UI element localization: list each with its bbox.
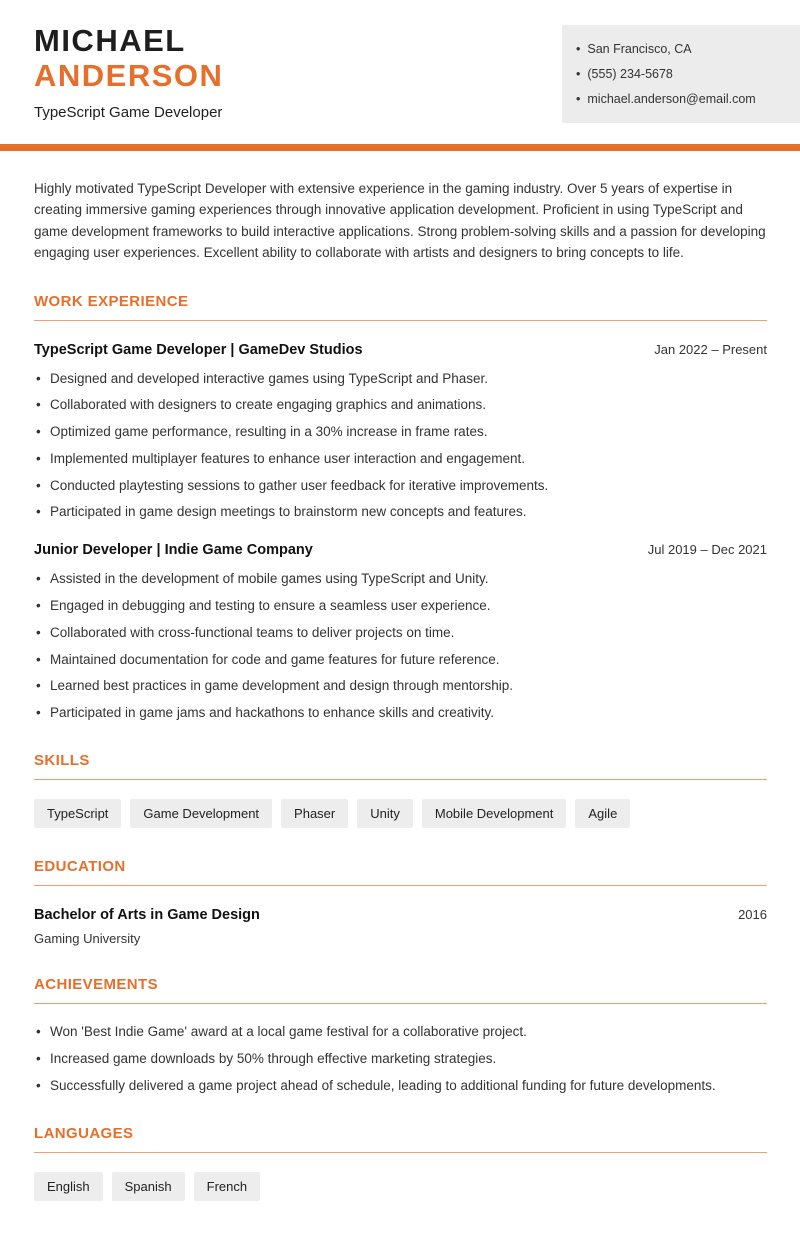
- achievements-bullet-list: [34, 1023, 767, 1095]
- skill-chip: Mobile Development: [422, 799, 567, 828]
- achievement-bullet: • Won 'Best Indie Game' award at a local game festival for a collaborative project.: [34, 1023, 767, 1041]
- job-bullet: • Designed and developed interactive games using TypeScript and Phaser.: [34, 370, 767, 388]
- job-bullet: • Collaborated with designers to create engaging graphics and animations.: [34, 396, 767, 414]
- contact-email: [576, 87, 786, 112]
- contact-box: [562, 25, 800, 123]
- bullet-icon: •: [576, 66, 581, 81]
- bullet-icon: •: [576, 41, 581, 56]
- job-bullet: • Conducted playtesting sessions to gather user feedback for iterative improvements.: [34, 477, 767, 495]
- job-bullet: • Participated in game design meetings to brainstorm new concepts and features.: [34, 503, 767, 521]
- job-bullet: • Collaborated with cross-functional teams to deliver projects on time.: [34, 624, 767, 642]
- language-chip: French: [194, 1172, 260, 1201]
- header-job-title: TypeScript Game Developer: [34, 104, 223, 122]
- section-languages: [34, 1125, 767, 1201]
- job-bullet: • Learned best practices in game development and design through mentorship.: [34, 677, 767, 695]
- section-heading-achievements: ACHIEVEMENTS: [34, 976, 158, 994]
- job-bullet-list: [34, 370, 767, 522]
- section-achievements: [34, 976, 767, 1095]
- section-heading-skills: SKILLS: [34, 752, 90, 770]
- education-degree: Bachelor of Arts in Game Design: [34, 907, 260, 924]
- section-rule: [34, 320, 767, 321]
- last-name: ANDERSON: [34, 57, 224, 93]
- achievement-bullet: • Increased game downloads by 50% through effective marketing strategies.: [34, 1050, 767, 1068]
- accent-divider-bar: [0, 144, 800, 151]
- job-header-row: [34, 542, 767, 558]
- skill-chip: Game Development: [130, 799, 272, 828]
- bullet-icon: •: [576, 92, 581, 106]
- contact-email-text: michael.anderson@email.com: [587, 92, 756, 106]
- education-header-row: [34, 907, 767, 923]
- section-rule: [34, 885, 767, 886]
- education-year: 2016: [738, 907, 767, 923]
- resume-content: [0, 178, 800, 1240]
- skill-chip: Agile: [575, 799, 630, 828]
- contact-phone: [576, 61, 786, 86]
- job-dates: Jan 2022 – Present: [654, 341, 767, 357]
- education-entry: [34, 907, 767, 946]
- summary-paragraph: Highly motivated TypeScript Developer with extensive experience in the gaming industry. Over 5 years of expertise in creating immersive gaming experiences through innovative application development. Proficient in using TypeScript and game development frameworks to build interactive applications. Strong problem-solving skills and a passion for developing engaging user experiences. Excellent ability to collaborate with artists and designers to bring concepts to life.: [34, 181, 766, 260]
- section-heading-languages: LANGUAGES: [34, 1124, 134, 1142]
- first-name: MICHAEL: [34, 23, 186, 58]
- section-heading-work: WORK EXPERIENCE: [34, 292, 189, 310]
- section-rule: [34, 779, 767, 780]
- contact-location-text: San Francisco, CA: [587, 41, 692, 56]
- section-rule: [34, 1003, 767, 1004]
- job-bullet: • Participated in game jams and hackathons to enhance skills and creativity.: [34, 704, 767, 722]
- contact-location: [576, 36, 786, 61]
- job-bullet-list: [34, 570, 767, 722]
- job-bullet: • Engaged in debugging and testing to ensure a seamless user experience.: [34, 597, 767, 615]
- job-bullet: • Maintained documentation for code and game features for future reference.: [34, 651, 767, 669]
- section-heading-education: EDUCATION: [34, 858, 126, 876]
- achievement-bullet: • Successfully delivered a game project ahead of schedule, leading to additional funding for future developments.: [34, 1077, 767, 1095]
- job-bullet: • Optimized game performance, resulting in a 30% increase in frame rates.: [34, 423, 767, 441]
- contact-phone-text: (555) 234-5678: [587, 66, 673, 81]
- language-chip: English: [34, 1172, 103, 1201]
- language-chip: Spanish: [112, 1172, 185, 1201]
- job-bullet: • Assisted in the development of mobile games using TypeScript and Unity.: [34, 570, 767, 588]
- job-bullet: • Implemented multiplayer features to enhance user interaction and engagement.: [34, 450, 767, 468]
- section-skills: [34, 752, 767, 828]
- skill-chip: TypeScript: [34, 799, 121, 828]
- section-rule: [34, 1152, 767, 1153]
- education-school: Gaming University: [34, 931, 141, 947]
- section-education: [34, 858, 767, 946]
- job-entry: [34, 342, 767, 522]
- section-work-experience: [34, 293, 767, 723]
- job-title: Junior Developer | Indie Game Company: [34, 542, 313, 559]
- languages-chip-list: [34, 1172, 767, 1201]
- header: [0, 0, 800, 121]
- skills-chip-list: [34, 799, 767, 828]
- job-entry: [34, 542, 767, 722]
- job-title: TypeScript Game Developer | GameDev Studios: [34, 341, 363, 358]
- skill-chip: Phaser: [281, 799, 348, 828]
- job-dates: Jul 2019 – Dec 2021: [647, 542, 767, 558]
- job-header-row: [34, 342, 767, 358]
- skill-chip: Unity: [357, 799, 413, 828]
